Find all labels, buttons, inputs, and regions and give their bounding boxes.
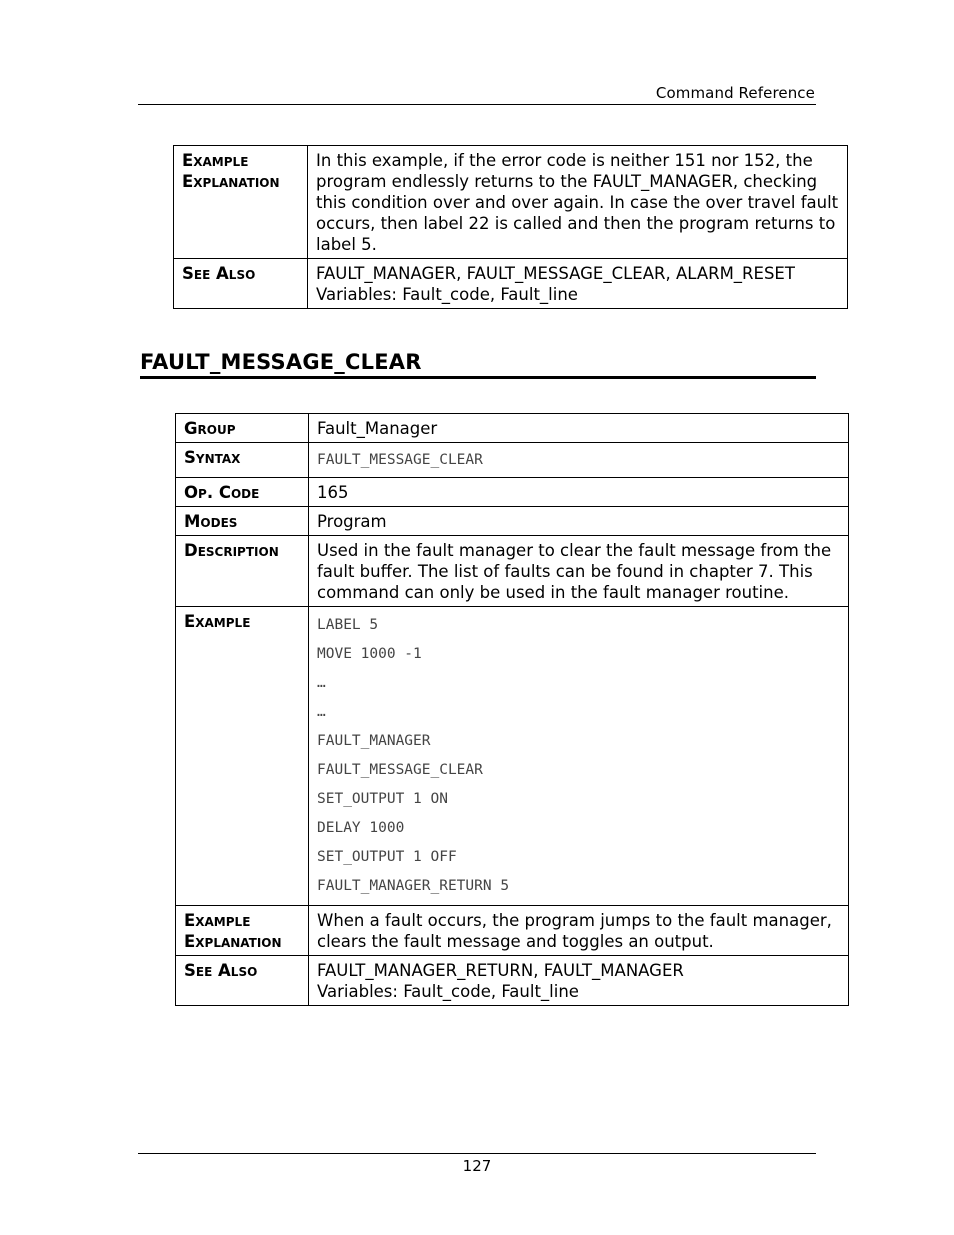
example-label: Example <box>176 607 309 906</box>
table-row <box>176 478 849 507</box>
example-code-block <box>309 607 849 906</box>
section-title: FAULT_MESSAGE_CLEAR <box>140 350 816 379</box>
group-label: Group <box>176 414 309 443</box>
see-also-value <box>309 956 849 1006</box>
syntax-cell <box>309 443 849 478</box>
code-line: FAULT_MANAGER <box>317 733 431 749</box>
description-label: Description <box>176 536 309 607</box>
command-table <box>175 413 849 1006</box>
code-line: DELAY 1000 <box>317 820 405 836</box>
label-line: Explanation <box>184 932 282 951</box>
syntax-value: FAULT_MESSAGE_CLEAR <box>317 452 483 468</box>
code-line: SET_OUTPUT 1 ON <box>317 791 448 807</box>
table-row <box>176 507 849 536</box>
see-also-variables: Variables: Fault_code, Fault_line <box>317 982 579 1001</box>
table-row <box>176 906 849 956</box>
example-explanation-text: In this example, if the error code is neither 151 nor 152, the program endlessly returns to the FAULT_MANAGER, checking this condition over and over again. In case the over travel fault occurs, then label 22 is called and then the program returns to label 5. <box>308 146 848 259</box>
header-rule <box>138 104 816 105</box>
see-also-label: See Also <box>176 956 309 1006</box>
group-value: Fault_Manager <box>309 414 849 443</box>
code-line: MOVE 1000 -1 <box>317 646 422 662</box>
code-line: LABEL 5 <box>317 617 379 633</box>
example-explanation-text: When a fault occurs, the program jumps to the fault manager, clears the fault message and toggles an output. <box>309 906 849 956</box>
code-line: … <box>317 704 326 720</box>
see-also-value <box>308 259 848 309</box>
see-also-variables: Variables: Fault_code, Fault_line <box>316 285 578 304</box>
table-row <box>176 414 849 443</box>
description-text: Used in the fault manager to clear the fault message from the fault buffer. The list of faults can be found in chapter 7. This command can only be used in the fault manager routine. <box>309 536 849 607</box>
table-row <box>176 536 849 607</box>
running-header-title: Command Reference <box>655 84 815 102</box>
see-also-label: See Also <box>174 259 308 309</box>
table-row <box>174 146 848 259</box>
code-line: FAULT_MANAGER_RETURN 5 <box>317 878 510 894</box>
example-explanation-label <box>176 906 309 956</box>
label-line: Explanation <box>182 172 280 191</box>
footer-rule <box>138 1153 816 1154</box>
table-row <box>174 259 848 309</box>
opcode-value: 165 <box>309 478 849 507</box>
modes-value: Program <box>309 507 849 536</box>
table-row <box>176 607 849 906</box>
syntax-label: Syntax <box>176 443 309 478</box>
code-line: … <box>317 675 326 691</box>
page-number: 127 <box>462 1157 492 1175</box>
see-also-commands: FAULT_MANAGER_RETURN, FAULT_MANAGER <box>317 961 684 980</box>
label-line: Example <box>182 151 249 170</box>
table-row <box>176 443 849 478</box>
code-line: SET_OUTPUT 1 OFF <box>317 849 457 865</box>
see-also-commands: FAULT_MANAGER, FAULT_MESSAGE_CLEAR, ALARM_RESET <box>316 264 795 283</box>
code-line: FAULT_MESSAGE_CLEAR <box>317 762 483 778</box>
opcode-label: Op. Code <box>176 478 309 507</box>
label-line: Example <box>184 911 251 930</box>
table-row <box>176 956 849 1006</box>
previous-command-table <box>173 145 848 309</box>
modes-label: Modes <box>176 507 309 536</box>
example-explanation-label <box>174 146 308 259</box>
